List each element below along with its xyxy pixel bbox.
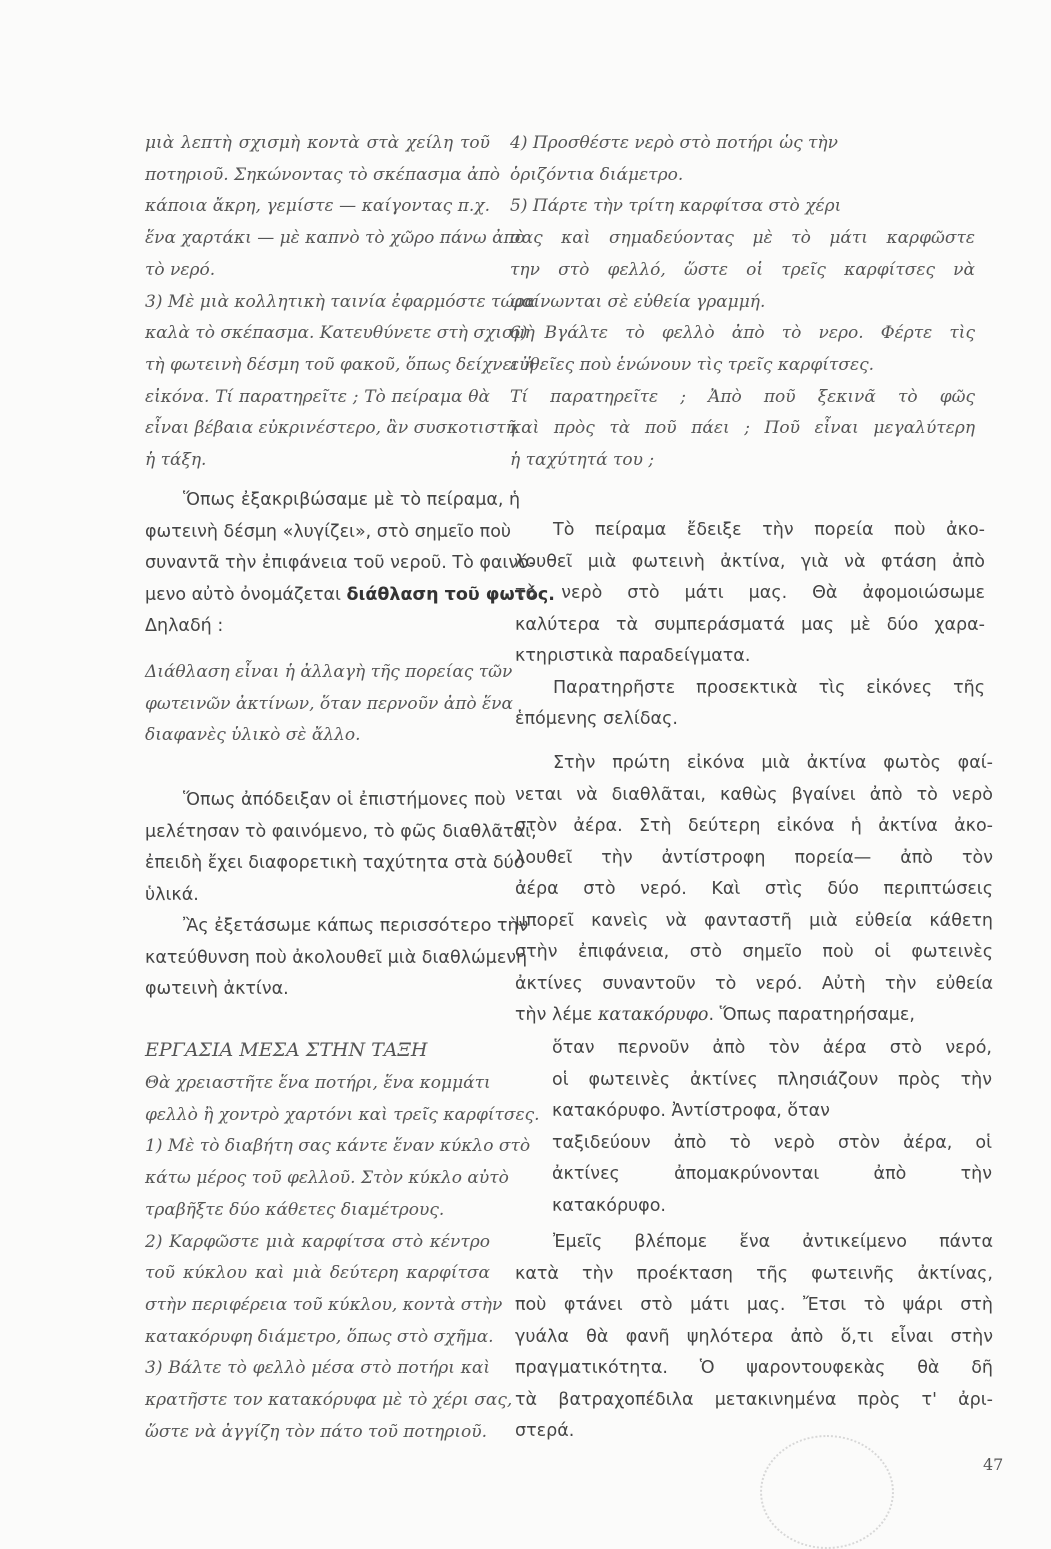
text-line: φωτεινῶν ἀκτίνων, ὅταν περνοῦν ἀπὸ ἕνα [145, 693, 513, 714]
text-line: καλύτερα τὰ συμπεράσματά μας μὲ δύο χαρα- [515, 614, 985, 635]
text-line: πραγματικότητα. Ὁ ψαροντουφεκὰς θὰ δῆ [515, 1358, 993, 1378]
left-refraction-paragraph [145, 485, 555, 643]
text-line: μελέτησαν τὸ φαινόμενο, τὸ φῶς διαθλᾶται, [145, 821, 537, 842]
text-line: ὁριζόντια διάμετρο. [510, 164, 684, 185]
text-line: μιὰ λεπτὴ σχισμὴ κοντὰ στὰ χείλη τοῦ [145, 133, 490, 153]
text-line: ἑπόμενης σελίδας. [515, 709, 678, 729]
text-line: κατακόρυφο. [552, 1195, 666, 1216]
text-line: Ὅπως ἀπόδειξαν οἱ ἐπιστήμονες ποὺ [183, 790, 506, 810]
text-line: ἡ τάξη. [145, 450, 207, 471]
text-line: τὰ βατραχοπέδιλα μετακινημένα πρὸς τ' ἀρι- [515, 1389, 993, 1410]
text-line: ὅταν περνοῦν ἀπὸ τὸν ἀέρα στὸ νερό, [552, 1038, 992, 1058]
text-line: Δηλαδή : [145, 616, 224, 636]
text-line: φαίνωνται σὲ εὐθεία γραμμή. [510, 291, 766, 312]
text-line: στερά. [515, 1421, 575, 1441]
section-heading [145, 1035, 490, 1067]
text-line: καλὰ τὸ σκέπασμα. Κατευθύνετε στὴ σχισμὴ [145, 323, 535, 344]
text-line: γυάλα θὰ φανῆ ψηλότερα ἀπὸ ὅ,τι εἶναι στὴν [515, 1326, 993, 1347]
text-line: 6) Βγάλτε τὸ φελλὸ ἀπὸ τὸ νερο. Φέρτε τὶς [510, 323, 975, 344]
text-line: κατακόρυφη διάμετρο, ὅπως στὸ σχῆμα. [145, 1326, 494, 1347]
text-line: 3) Βάλτε τὸ φελλὸ μέσα στὸ ποτήρι καὶ [145, 1358, 490, 1379]
right-experiment-paragraph [515, 515, 985, 736]
text-line: συναντᾶ τὴν ἐπιφάνεια τοῦ νεροῦ. Τὸ φαινό- [145, 553, 536, 573]
text-line: Θὰ χρειαστῆτε ἕνα ποτήρι, ἕνα κομμάτι [145, 1073, 491, 1093]
text-line: Παρατηρῆστε προσεκτικὰ τὶς εἰκόνες τῆς [553, 677, 985, 698]
text-line: κατακόρυφο. Ἀντίστροφα, ὅταν [552, 1101, 830, 1121]
left-italic-instructions-top [145, 128, 536, 477]
text-line: τραβῆξτε δύο κάθετες διαμέτρους. [145, 1199, 445, 1220]
text-line: στὴν ἐπιφάνεια, στὸ σημεῖο ποὺ οἱ φωτεινὲς [515, 942, 993, 962]
text-line: στὸν ἀέρα. Στὴ δεύτερη εἰκόνα ἡ ἀκτίνα ἀκο- [515, 816, 993, 836]
text-line: τοῦ κύκλου καὶ μιὰ δεύτερη καρφίτσα [145, 1263, 490, 1284]
text-line: Διάθλαση εἶναι ἡ ἀλλαγὴ τῆς πορείας τῶν [145, 662, 513, 682]
text-line: 3) Μὲ μιὰ κολλητικὴ ταινία ἐφαρμόστε τώρα [145, 291, 536, 312]
text-line: ἀκτίνες ἀπομακρύνονται ἀπὸ τὴν [552, 1164, 992, 1184]
text-line: κρατῆστε τον κατακόρυφα μὲ τὸ χέρι σας, [145, 1390, 513, 1411]
text-line: Ὅπως ἐξακριβώσαμε μὲ τὸ πείραμα, ἡ [183, 490, 521, 510]
text-line: ΕΡΓΑΣΙΑ ΜΕΣΑ ΣΤΗΝ ΤΑΞΗ [145, 1039, 428, 1061]
text-line: ἐπειδὴ ἔχει διαφορετικὴ ταχύτητα στὰ δύο [145, 853, 525, 873]
text-line: Τί παρατηρεῖτε ; Ἀπὸ ποῦ ξεκινᾶ τὸ φῶς [510, 386, 975, 407]
text-line: 2) Καρφῶστε μιὰ καρφίτσα στὸ κέντρο [145, 1231, 490, 1252]
text-line: εἰκόνα. Τί παρατηρεῖτε ; Τὸ πείραμα θὰ [145, 386, 490, 407]
right-vertical-paragraph [552, 1033, 992, 1222]
text-line: ὑλικά. [145, 884, 199, 905]
text-line: μπορεῖ κανεὶς νὰ φανταστῆ μιὰ εὐθεία κάθετη [515, 910, 993, 931]
left-italic-instructions-bottom [145, 1068, 540, 1448]
text-line: 1) Μὲ τὸ διαβήτη σας κάντε ἕναν κύκλο στὸ [145, 1136, 531, 1157]
bold-term: διάθλαση τοῦ φωτός. [346, 584, 555, 605]
text-line: εἶναι βέβαια εὐκρινέστερο, ἂν συσκοτιστῆ [145, 418, 516, 439]
right-first-image-paragraph [515, 748, 993, 1032]
text-line: σας καὶ σημαδεύοντας μὲ τὸ μάτι καρφῶστε [510, 228, 975, 249]
library-stamp [760, 1435, 894, 1549]
text-line: κατὰ τὴν προέκταση τῆς φωτεινῆς ἀκτίνας, [515, 1263, 993, 1284]
text-line: στὴν περιφέρεια τοῦ κύκλου, κοντὰ στὴν [145, 1294, 503, 1315]
text-line: Ἂς ἐξετάσωμε κάπως περισσότερο τὴν [183, 916, 529, 936]
text-line: κατεύθυνση ποὺ ἀκολουθεῖ μιὰ διαθλώμενη [145, 947, 528, 968]
text-line: ἀκτίνες συναντοῦν τὸ νερό. Αὐτὴ τὴν εὐθεία [515, 973, 993, 994]
text-line: οἱ φωτεινὲς ἀκτίνες πλησιάζουν πρὸς τὴν [552, 1069, 992, 1090]
text-line: Ἐμεῖς βλέπομε ἕνα ἀντικείμενο πάντα [553, 1232, 993, 1252]
text-line: τὸ νερὸ στὸ μάτι μας. Θὰ ἀφομοιώσωμε [515, 583, 985, 603]
text-line: ἡ ταχύτητά του ; [510, 450, 655, 471]
page-number: 47 [983, 1455, 1004, 1474]
text-line: ποὺ φτάνει στὸ μάτι μας. Ἔτσι τὸ ψάρι στὴ [515, 1295, 993, 1315]
text-segment: μενο αὐτὸ ὀνομάζεται [145, 584, 347, 605]
text-line: φωτεινὴ δέσμη «λυγίζει», στὸ σημεῖο ποὺ [145, 521, 512, 542]
text-line: ταξιδεύουν ἀπὸ τὸ νερὸ στὸν ἀέρα, οἱ [552, 1132, 992, 1153]
text-line: κτηριστικὰ παραδείγματα. [515, 646, 751, 666]
text-line [515, 1000, 993, 1032]
text-line: ἀέρα στὸ νερό. Καὶ στὶς δύο περιπτώσεις [515, 879, 993, 899]
refraction-definition [145, 657, 513, 752]
right-fish-paragraph [515, 1227, 993, 1448]
text-line: τὴ φωτεινὴ δέσμη τοῦ φακοῦ, ὅπως δείχνει ἡ [145, 354, 534, 375]
text-line: κάτω μέρος τοῦ φελλοῦ. Στὸν κύκλο αὐτὸ [145, 1168, 509, 1189]
text-segment: τὴν λέμε [515, 1005, 598, 1025]
text-line: 4) Προσθέστε νερὸ στὸ ποτήρι ὡς τὴν [510, 133, 838, 153]
text-line: τὸ νερό. [145, 259, 216, 280]
text-line: ὥστε νὰ ἀγγίζη τὸν πάτο τοῦ ποτηριοῦ. [145, 1421, 487, 1442]
text-line: Στὴν πρώτη εἰκόνα μιὰ ἀκτίνα φωτὸς φαί- [553, 753, 993, 773]
right-italic-instructions [510, 128, 975, 477]
italic-term: κατακόρυφο [597, 1005, 709, 1025]
text-line: ποτηριοῦ. Σηκώνοντας τὸ σκέπασμα ἀπὸ [145, 164, 500, 185]
text-line: εὐθεῖες ποὺ ἑνώνουν τὶς τρεῖς καρφίτσες. [510, 354, 874, 375]
text-line: κάποια ἄκρη, γεμίστε — καίγοντας π.χ. [145, 196, 490, 217]
text-line [145, 580, 555, 612]
text-line: 5) Πάρτε τὴν τρίτη καρφίτσα στὸ χέρι [510, 196, 842, 217]
text-line: λουθεῖ τὴν ἀντίστροφη πορεία— ἀπὸ τὸν [515, 847, 993, 868]
text-line: φωτεινὴ ἀκτίνα. [145, 979, 289, 999]
text-segment: . Ὅπως παρατηρήσαμε, [708, 1005, 915, 1025]
text-line: λουθεῖ μιὰ φωτεινὴ ἀκτίνα, γιὰ νὰ φτάση ἀπὸ [515, 551, 985, 572]
text-line: φελλὸ ἢ χοντρὸ χαρτόνι καὶ τρεῖς καρφίτσες. [145, 1104, 540, 1125]
text-line: Τὸ πείραμα ἔδειξε τὴν πορεία ποὺ ἀκο- [553, 520, 985, 540]
text-line: καὶ πρὸς τὰ ποῦ πάει ; Ποῦ εἶναι μεγαλύτερη [510, 418, 975, 439]
text-line: διαφανὲς ὑλικὸ σὲ ἄλλο. [145, 725, 361, 746]
text-line: την στὸ φελλό, ὥστε οἱ τρεῖς καρφίτσες νὰ [510, 259, 975, 280]
text-line: ἕνα χαρτάκι — μὲ καπνὸ τὸ χῶρο πάνω ἀπὸ [145, 228, 525, 249]
text-line: νεται νὰ διαθλᾶται, καθὼς βγαίνει ἀπὸ τὸ νερὸ [515, 784, 993, 805]
left-scientists-paragraph [145, 785, 537, 1006]
